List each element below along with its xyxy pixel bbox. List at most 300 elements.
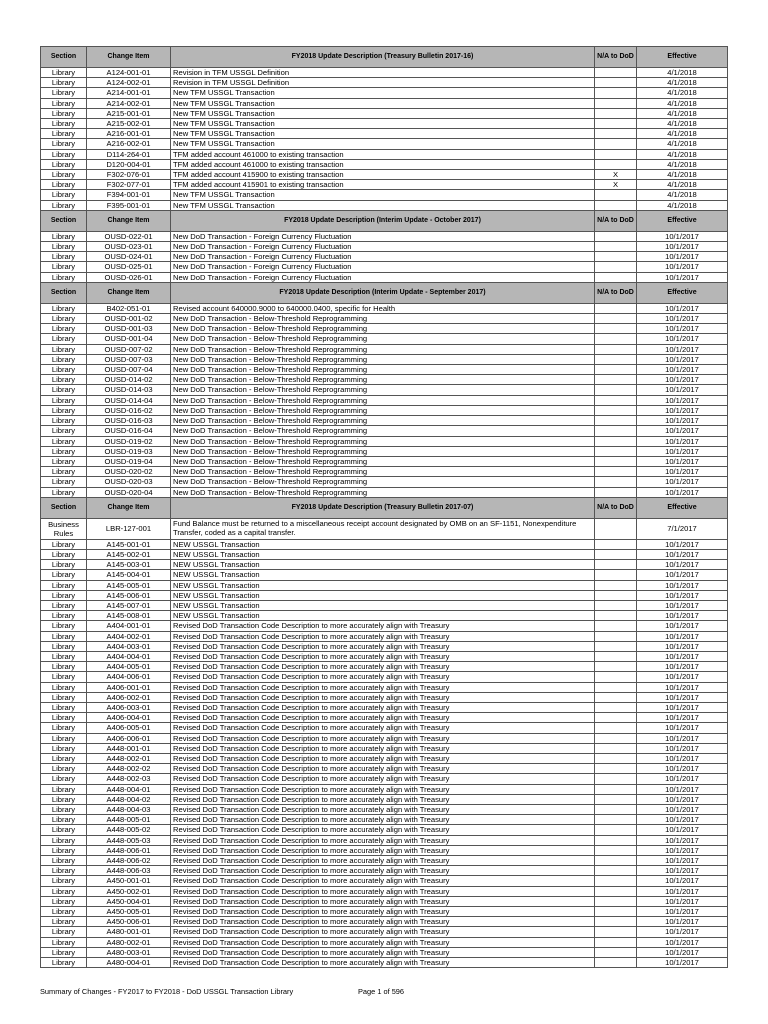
cell-section: Library xyxy=(41,416,87,426)
cell-effective: 10/1/2017 xyxy=(637,784,728,794)
cell-section: Library xyxy=(41,190,87,200)
cell-change-item: OUSD-001-03 xyxy=(87,324,171,334)
cell-na-to-dod xyxy=(595,375,637,385)
cell-effective: 10/1/2017 xyxy=(637,303,728,313)
cell-description: Revised account 640000.9000 to 640000.0400, specific for Health xyxy=(171,303,595,313)
cell-effective: 10/1/2017 xyxy=(637,733,728,743)
cell-section: Library xyxy=(41,621,87,631)
cell-effective: 10/1/2017 xyxy=(637,334,728,344)
cell-na-to-dod xyxy=(595,570,637,580)
cell-description: Revised DoD Transaction Code Description to more accurately align with Treasury xyxy=(171,713,595,723)
cell-na-to-dod xyxy=(595,365,637,375)
cell-na-to-dod xyxy=(595,958,637,968)
cell-effective: 4/1/2018 xyxy=(637,170,728,180)
cell-na-to-dod xyxy=(595,743,637,753)
cell-na-to-dod xyxy=(595,600,637,610)
table-row xyxy=(41,405,728,415)
cell-section: Library xyxy=(41,907,87,917)
cell-na-to-dod xyxy=(595,98,637,108)
cell-section: Library xyxy=(41,876,87,886)
cell-effective: 10/1/2017 xyxy=(637,549,728,559)
cell-effective: 10/1/2017 xyxy=(637,446,728,456)
cell-description: NEW USSGL Transaction xyxy=(171,611,595,621)
table-row xyxy=(41,692,728,702)
cell-description: Revised DoD Transaction Code Description to more accurately align with Treasury xyxy=(171,774,595,784)
table-row xyxy=(41,815,728,825)
cell-effective: 10/1/2017 xyxy=(637,723,728,733)
header-section: Section xyxy=(41,282,87,303)
cell-effective: 4/1/2018 xyxy=(637,139,728,149)
cell-change-item: A448-001-01 xyxy=(87,743,171,753)
table-row xyxy=(41,805,728,815)
cell-description: Revised DoD Transaction Code Description to more accurately align with Treasury xyxy=(171,815,595,825)
cell-description: NEW USSGL Transaction xyxy=(171,549,595,559)
cell-section: Library xyxy=(41,580,87,590)
cell-na-to-dod xyxy=(595,672,637,682)
cell-description: New DoD Transaction - Below-Threshold Reprogramming xyxy=(171,456,595,466)
cell-change-item: A480-001-01 xyxy=(87,927,171,937)
cell-description: TFM added account 461000 to existing transaction xyxy=(171,159,595,169)
cell-change-item: OUSD-019-03 xyxy=(87,446,171,456)
header-na-to-dod: N/A to DoD xyxy=(595,282,637,303)
cell-change-item: A145-008-01 xyxy=(87,611,171,621)
cell-effective: 10/1/2017 xyxy=(637,375,728,385)
cell-section: Library xyxy=(41,753,87,763)
cell-effective: 10/1/2017 xyxy=(637,570,728,580)
cell-na-to-dod xyxy=(595,723,637,733)
cell-change-item: A480-002-01 xyxy=(87,937,171,947)
table-row xyxy=(41,303,728,313)
cell-na-to-dod xyxy=(595,139,637,149)
cell-section: Library xyxy=(41,733,87,743)
cell-change-item: A404-002-01 xyxy=(87,631,171,641)
cell-change-item: A145-005-01 xyxy=(87,580,171,590)
cell-description: NEW USSGL Transaction xyxy=(171,539,595,549)
cell-section: Library xyxy=(41,436,87,446)
cell-description: TFM added account 461000 to existing transaction xyxy=(171,149,595,159)
table-row xyxy=(41,416,728,426)
cell-change-item: LBR-127-001 xyxy=(87,518,171,539)
section-header-row xyxy=(41,47,728,68)
cell-na-to-dod xyxy=(595,927,637,937)
cell-na-to-dod xyxy=(595,242,637,252)
table-row xyxy=(41,365,728,375)
cell-change-item: A215-002-01 xyxy=(87,119,171,129)
cell-section: Library xyxy=(41,815,87,825)
cell-description: Revised DoD Transaction Code Description to more accurately align with Treasury xyxy=(171,947,595,957)
cell-effective: 10/1/2017 xyxy=(637,805,728,815)
cell-effective: 10/1/2017 xyxy=(637,917,728,927)
cell-na-to-dod xyxy=(595,129,637,139)
cell-description: Revised DoD Transaction Code Description to more accurately align with Treasury xyxy=(171,733,595,743)
cell-change-item: A450-001-01 xyxy=(87,876,171,886)
cell-section: Library xyxy=(41,200,87,210)
cell-change-item: A124-001-01 xyxy=(87,68,171,78)
table-row xyxy=(41,129,728,139)
cell-description: Revised DoD Transaction Code Description to more accurately align with Treasury xyxy=(171,835,595,845)
cell-section: Library xyxy=(41,600,87,610)
cell-na-to-dod xyxy=(595,713,637,723)
cell-na-to-dod: X xyxy=(595,170,637,180)
cell-effective: 10/1/2017 xyxy=(637,539,728,549)
cell-description: Revised DoD Transaction Code Description to more accurately align with Treasury xyxy=(171,682,595,692)
cell-section: Library xyxy=(41,303,87,313)
cell-change-item: A404-003-01 xyxy=(87,641,171,651)
cell-na-to-dod xyxy=(595,845,637,855)
cell-section: Library xyxy=(41,477,87,487)
cell-na-to-dod xyxy=(595,416,637,426)
cell-description: Revised DoD Transaction Code Description to more accurately align with Treasury xyxy=(171,723,595,733)
cell-effective: 10/1/2017 xyxy=(637,426,728,436)
cell-description: New DoD Transaction - Below-Threshold Reprogramming xyxy=(171,344,595,354)
cell-na-to-dod xyxy=(595,68,637,78)
cell-description: Revised DoD Transaction Code Description to more accurately align with Treasury xyxy=(171,743,595,753)
cell-effective: 10/1/2017 xyxy=(637,886,728,896)
cell-change-item: A448-006-02 xyxy=(87,856,171,866)
cell-description: Revised DoD Transaction Code Description to more accurately align with Treasury xyxy=(171,621,595,631)
cell-description: Revised DoD Transaction Code Description to more accurately align with Treasury xyxy=(171,866,595,876)
table-row xyxy=(41,119,728,129)
cell-description: New DoD Transaction - Below-Threshold Reprogramming xyxy=(171,314,595,324)
table-row xyxy=(41,876,728,886)
cell-description: New TFM USSGL Transaction xyxy=(171,88,595,98)
cell-effective: 10/1/2017 xyxy=(637,835,728,845)
cell-section: Library xyxy=(41,896,87,906)
header-effective: Effective xyxy=(637,210,728,231)
table-row xyxy=(41,324,728,334)
cell-description: New DoD Transaction - Below-Threshold Reprogramming xyxy=(171,477,595,487)
cell-na-to-dod xyxy=(595,825,637,835)
cell-description: NEW USSGL Transaction xyxy=(171,570,595,580)
cell-effective: 10/1/2017 xyxy=(637,845,728,855)
cell-description: Revised DoD Transaction Code Description to more accurately align with Treasury xyxy=(171,937,595,947)
table-row xyxy=(41,753,728,763)
cell-effective: 4/1/2018 xyxy=(637,68,728,78)
cell-section: Library xyxy=(41,159,87,169)
table-row xyxy=(41,539,728,549)
cell-change-item: A404-005-01 xyxy=(87,662,171,672)
table-row xyxy=(41,88,728,98)
table-row xyxy=(41,426,728,436)
cell-effective: 10/1/2017 xyxy=(637,794,728,804)
cell-effective: 10/1/2017 xyxy=(637,713,728,723)
cell-description: New TFM USSGL Transaction xyxy=(171,200,595,210)
cell-section: Library xyxy=(41,180,87,190)
cell-change-item: A145-002-01 xyxy=(87,549,171,559)
header-section: Section xyxy=(41,497,87,518)
table-row xyxy=(41,794,728,804)
table-row xyxy=(41,139,728,149)
cell-section: Library xyxy=(41,354,87,364)
cell-description: Revised DoD Transaction Code Description to more accurately align with Treasury xyxy=(171,753,595,763)
cell-effective: 10/1/2017 xyxy=(637,825,728,835)
cell-section: Library xyxy=(41,139,87,149)
header-section: Section xyxy=(41,47,87,68)
table-row xyxy=(41,886,728,896)
table-row xyxy=(41,937,728,947)
table-row xyxy=(41,262,728,272)
cell-change-item: OUSD-025-01 xyxy=(87,262,171,272)
cell-description: Revised DoD Transaction Code Description to more accurately align with Treasury xyxy=(171,958,595,968)
section-header-row xyxy=(41,282,728,303)
cell-section: Library xyxy=(41,446,87,456)
cell-change-item: A145-001-01 xyxy=(87,539,171,549)
table-row xyxy=(41,78,728,88)
cell-change-item: OUSD-016-02 xyxy=(87,405,171,415)
cell-change-item: A216-002-01 xyxy=(87,139,171,149)
cell-description: New TFM USSGL Transaction xyxy=(171,190,595,200)
cell-description: New DoD Transaction - Below-Threshold Reprogramming xyxy=(171,405,595,415)
cell-na-to-dod xyxy=(595,662,637,672)
cell-effective: 10/1/2017 xyxy=(637,927,728,937)
cell-na-to-dod xyxy=(595,805,637,815)
cell-section: Library xyxy=(41,917,87,927)
cell-change-item: D114-264-01 xyxy=(87,149,171,159)
cell-na-to-dod xyxy=(595,631,637,641)
cell-na-to-dod xyxy=(595,753,637,763)
cell-change-item: OUSD-023-01 xyxy=(87,242,171,252)
cell-section: Library xyxy=(41,927,87,937)
cell-na-to-dod xyxy=(595,159,637,169)
table-row xyxy=(41,580,728,590)
cell-na-to-dod xyxy=(595,937,637,947)
cell-effective: 10/1/2017 xyxy=(637,876,728,886)
cell-description: New DoD Transaction - Below-Threshold Reprogramming xyxy=(171,416,595,426)
table-row xyxy=(41,825,728,835)
cell-na-to-dod xyxy=(595,262,637,272)
cell-description: Revised DoD Transaction Code Description to more accurately align with Treasury xyxy=(171,651,595,661)
cell-effective: 10/1/2017 xyxy=(637,641,728,651)
cell-change-item: A448-005-02 xyxy=(87,825,171,835)
cell-description: New TFM USSGL Transaction xyxy=(171,108,595,118)
cell-na-to-dod xyxy=(595,231,637,241)
cell-change-item: D120-004-01 xyxy=(87,159,171,169)
cell-section: Library xyxy=(41,78,87,88)
cell-effective: 10/1/2017 xyxy=(637,487,728,497)
cell-change-item: F302-076-01 xyxy=(87,170,171,180)
cell-description: New DoD Transaction - Below-Threshold Reprogramming xyxy=(171,426,595,436)
cell-change-item: A450-005-01 xyxy=(87,907,171,917)
cell-section: Library xyxy=(41,651,87,661)
table-row xyxy=(41,456,728,466)
table-row xyxy=(41,570,728,580)
table-row xyxy=(41,856,728,866)
cell-na-to-dod xyxy=(595,774,637,784)
cell-na-to-dod xyxy=(595,651,637,661)
cell-description: New DoD Transaction - Below-Threshold Reprogramming xyxy=(171,385,595,395)
cell-na-to-dod xyxy=(595,590,637,600)
cell-description: Revised DoD Transaction Code Description to more accurately align with Treasury xyxy=(171,917,595,927)
cell-na-to-dod xyxy=(595,149,637,159)
table-row xyxy=(41,631,728,641)
cell-section: Library xyxy=(41,487,87,497)
cell-section: Library xyxy=(41,958,87,968)
cell-effective: 10/1/2017 xyxy=(637,395,728,405)
cell-effective: 10/1/2017 xyxy=(637,896,728,906)
table-row xyxy=(41,713,728,723)
table-row xyxy=(41,917,728,927)
cell-na-to-dod xyxy=(595,886,637,896)
cell-effective: 10/1/2017 xyxy=(637,651,728,661)
cell-description: Revised DoD Transaction Code Description to more accurately align with Treasury xyxy=(171,896,595,906)
section-header-row xyxy=(41,210,728,231)
cell-change-item: A448-004-01 xyxy=(87,784,171,794)
cell-description: Revised DoD Transaction Code Description to more accurately align with Treasury xyxy=(171,662,595,672)
cell-change-item: A448-006-01 xyxy=(87,845,171,855)
cell-section: Library xyxy=(41,149,87,159)
cell-description: Revised DoD Transaction Code Description to more accurately align with Treasury xyxy=(171,845,595,855)
header-na-to-dod: N/A to DoD xyxy=(595,47,637,68)
cell-section: Library xyxy=(41,743,87,753)
cell-description: Revised DoD Transaction Code Description to more accurately align with Treasury xyxy=(171,631,595,641)
cell-effective: 10/1/2017 xyxy=(637,611,728,621)
cell-section: Library xyxy=(41,631,87,641)
cell-change-item: OUSD-020-04 xyxy=(87,487,171,497)
cell-description: New DoD Transaction - Foreign Currency Fluctuation xyxy=(171,262,595,272)
cell-effective: 10/1/2017 xyxy=(637,314,728,324)
cell-description: Revised DoD Transaction Code Description to more accurately align with Treasury xyxy=(171,764,595,774)
cell-effective: 4/1/2018 xyxy=(637,180,728,190)
table-row xyxy=(41,672,728,682)
table-row xyxy=(41,180,728,190)
table-row xyxy=(41,743,728,753)
cell-description: TFM added account 415901 to existing transaction xyxy=(171,180,595,190)
cell-change-item: A404-001-01 xyxy=(87,621,171,631)
cell-na-to-dod xyxy=(595,549,637,559)
cell-change-item: OUSD-014-04 xyxy=(87,395,171,405)
cell-change-item: OUSD-024-01 xyxy=(87,252,171,262)
cell-na-to-dod xyxy=(595,334,637,344)
cell-change-item: A406-001-01 xyxy=(87,682,171,692)
cell-na-to-dod xyxy=(595,784,637,794)
cell-change-item: OUSD-019-04 xyxy=(87,456,171,466)
cell-effective: 4/1/2018 xyxy=(637,149,728,159)
cell-description: Revised DoD Transaction Code Description to more accurately align with Treasury xyxy=(171,641,595,651)
cell-effective: 10/1/2017 xyxy=(637,560,728,570)
cell-change-item: A448-002-01 xyxy=(87,753,171,763)
cell-section: Business Rules xyxy=(41,518,87,539)
cell-na-to-dod xyxy=(595,866,637,876)
cell-description: Revised DoD Transaction Code Description to more accurately align with Treasury xyxy=(171,907,595,917)
cell-section: Library xyxy=(41,170,87,180)
cell-description: NEW USSGL Transaction xyxy=(171,600,595,610)
cell-section: Library xyxy=(41,764,87,774)
cell-change-item: F394-001-01 xyxy=(87,190,171,200)
cell-change-item: A406-002-01 xyxy=(87,692,171,702)
cell-section: Library xyxy=(41,426,87,436)
cell-description: Revised DoD Transaction Code Description to more accurately align with Treasury xyxy=(171,794,595,804)
cell-section: Library xyxy=(41,108,87,118)
cell-section: Library xyxy=(41,539,87,549)
cell-effective: 10/1/2017 xyxy=(637,621,728,631)
cell-change-item: OUSD-007-03 xyxy=(87,354,171,364)
table-row xyxy=(41,231,728,241)
header-description: FY2018 Update Description (Interim Update - October 2017) xyxy=(171,210,595,231)
cell-change-item: OUSD-016-04 xyxy=(87,426,171,436)
cell-description: Fund Balance must be returned to a miscellaneous receipt account designated by OMB on an SF-1151, Nonexpenditure Transfer, coded as a capital transfer. xyxy=(171,518,595,539)
cell-description: New DoD Transaction - Below-Threshold Reprogramming xyxy=(171,365,595,375)
table-row xyxy=(41,662,728,672)
table-row xyxy=(41,170,728,180)
cell-description: New TFM USSGL Transaction xyxy=(171,119,595,129)
cell-section: Library xyxy=(41,723,87,733)
table-row xyxy=(41,733,728,743)
cell-description: New TFM USSGL Transaction xyxy=(171,98,595,108)
cell-description: New DoD Transaction - Below-Threshold Reprogramming xyxy=(171,354,595,364)
cell-section: Library xyxy=(41,314,87,324)
cell-na-to-dod xyxy=(595,314,637,324)
cell-change-item: OUSD-022-01 xyxy=(87,231,171,241)
cell-effective: 10/1/2017 xyxy=(637,743,728,753)
table-row xyxy=(41,272,728,282)
cell-na-to-dod xyxy=(595,876,637,886)
table-row xyxy=(41,446,728,456)
cell-section: Library xyxy=(41,375,87,385)
header-effective: Effective xyxy=(637,47,728,68)
cell-change-item: A145-007-01 xyxy=(87,600,171,610)
cell-section: Library xyxy=(41,611,87,621)
cell-description: Revised DoD Transaction Code Description to more accurately align with Treasury xyxy=(171,692,595,702)
table-row xyxy=(41,764,728,774)
cell-change-item: OUSD-007-04 xyxy=(87,365,171,375)
header-description: FY2018 Update Description (Treasury Bulletin 2017-07) xyxy=(171,497,595,518)
table-row xyxy=(41,149,728,159)
cell-section: Library xyxy=(41,334,87,344)
cell-section: Library xyxy=(41,324,87,334)
cell-change-item: A216-001-01 xyxy=(87,129,171,139)
cell-effective: 10/1/2017 xyxy=(637,937,728,947)
table-row xyxy=(41,487,728,497)
cell-section: Library xyxy=(41,886,87,896)
cell-section: Library xyxy=(41,560,87,570)
cell-effective: 10/1/2017 xyxy=(637,600,728,610)
cell-description: New DoD Transaction - Below-Threshold Reprogramming xyxy=(171,395,595,405)
table-row xyxy=(41,159,728,169)
table-row xyxy=(41,354,728,364)
cell-effective: 10/1/2017 xyxy=(637,856,728,866)
cell-effective: 10/1/2017 xyxy=(637,467,728,477)
cell-na-to-dod xyxy=(595,560,637,570)
cell-na-to-dod xyxy=(595,835,637,845)
cell-effective: 4/1/2018 xyxy=(637,159,728,169)
cell-change-item: A448-005-03 xyxy=(87,835,171,845)
cell-effective: 4/1/2018 xyxy=(637,200,728,210)
table-row xyxy=(41,896,728,906)
cell-change-item: A480-004-01 xyxy=(87,958,171,968)
cell-change-item: OUSD-026-01 xyxy=(87,272,171,282)
table-row xyxy=(41,784,728,794)
cell-na-to-dod xyxy=(595,815,637,825)
cell-section: Library xyxy=(41,937,87,947)
cell-section: Library xyxy=(41,774,87,784)
cell-effective: 10/1/2017 xyxy=(637,436,728,446)
table-row xyxy=(41,436,728,446)
cell-effective: 10/1/2017 xyxy=(637,774,728,784)
table-row xyxy=(41,344,728,354)
cell-effective: 10/1/2017 xyxy=(637,324,728,334)
table-row xyxy=(41,518,728,539)
cell-effective: 7/1/2017 xyxy=(637,518,728,539)
cell-na-to-dod xyxy=(595,272,637,282)
cell-description: Revised DoD Transaction Code Description to more accurately align with Treasury xyxy=(171,805,595,815)
cell-description: TFM added account 415900 to existing transaction xyxy=(171,170,595,180)
table-row xyxy=(41,702,728,712)
cell-section: Library xyxy=(41,590,87,600)
cell-section: Library xyxy=(41,272,87,282)
cell-section: Library xyxy=(41,702,87,712)
cell-change-item: A448-004-03 xyxy=(87,805,171,815)
cell-na-to-dod xyxy=(595,190,637,200)
